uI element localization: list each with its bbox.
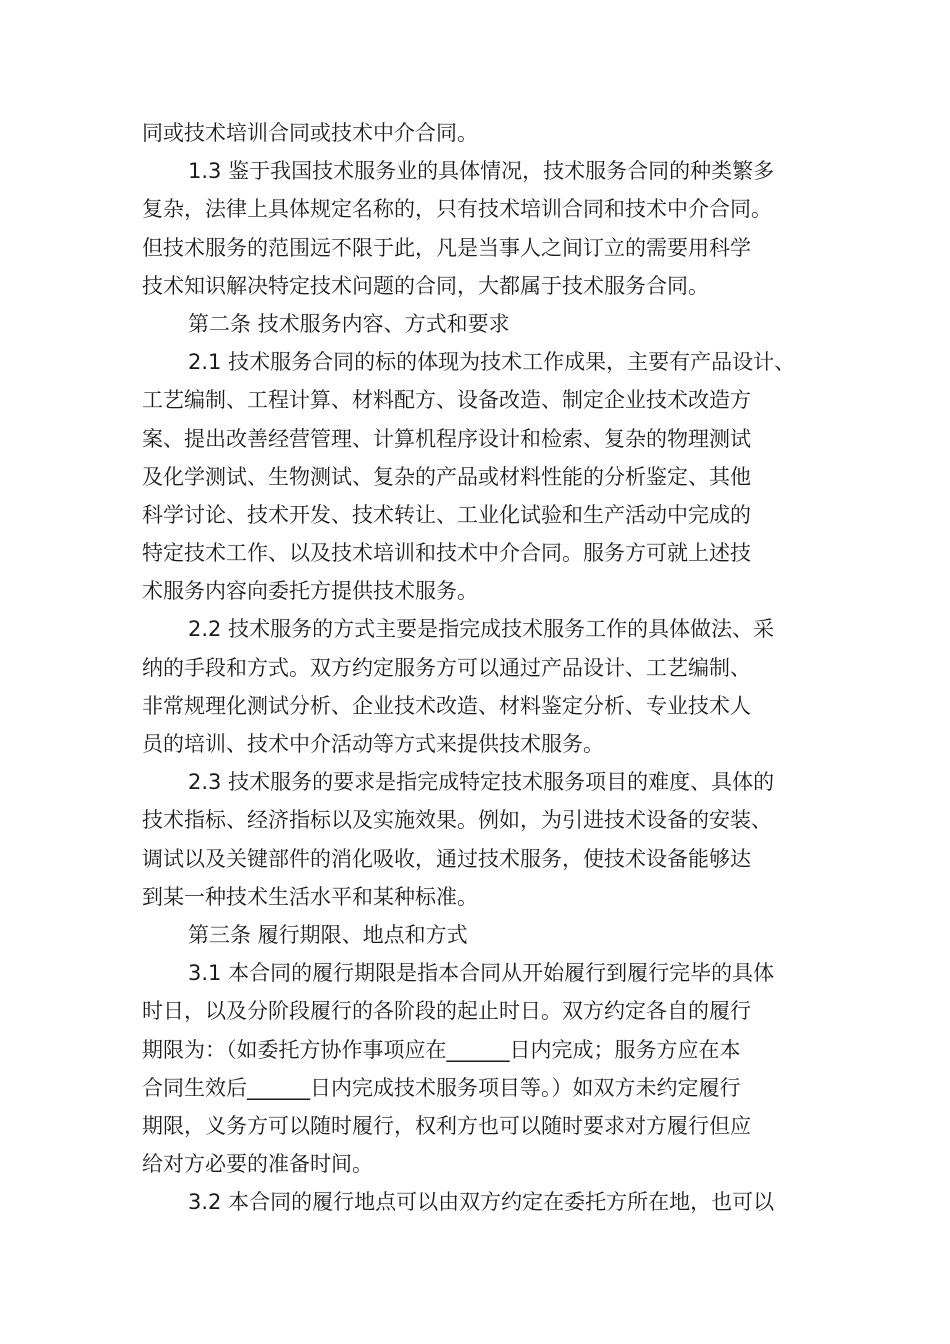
text-line: 但技术服务的范围远不限于此，凡是当事人之间订立的需要用科学 bbox=[142, 235, 751, 260]
text-line: 第二条 技术服务内容、方式和要求 bbox=[188, 311, 510, 336]
text-line: 2.1 技术服务合同的标的体现为技术工作成果，主要有产品设计、 bbox=[188, 350, 796, 375]
text-line: 期限为：（如委托方协作事项应在______日内完成；服务方应在本 bbox=[142, 1037, 741, 1062]
text-line: 非常规理化测试分析、企业技术改造、材料鉴定分析、专业技术人 bbox=[142, 693, 751, 718]
text-line: 科学讨论、技术开发、技术转让、工业化试验和生产活动中完成的 bbox=[142, 502, 751, 527]
text-line: 期限，义务方可以随时履行，权利方也可以随时要求对方履行但应 bbox=[142, 1113, 751, 1138]
text-line: 1.3 鉴于我国技术服务业的具体情况，技术服务合同的种类繁多 bbox=[188, 159, 775, 184]
text-line: 调试以及关键部件的消化吸收，通过技术服务，使技术设备能够达 bbox=[142, 846, 751, 871]
text-line: 2.3 技术服务的要求是指完成特定技术服务项目的难度、具体的 bbox=[188, 770, 775, 795]
contract-body-text bbox=[142, 114, 820, 1221]
text-line: 2.2 技术服务的方式主要是指完成技术服务工作的具体做法、采 bbox=[188, 617, 775, 642]
text-line: 术服务内容向委托方提供技术服务。 bbox=[142, 579, 478, 604]
text-line: 给对方必要的准备时间。 bbox=[142, 1152, 373, 1177]
text-line: 特定技术工作、以及技术培训和技术中介合同。服务方可就上述技 bbox=[142, 541, 751, 566]
text-line: 合同生效后______日内完成技术服务项目等。）如双方未约定履行 bbox=[142, 1075, 741, 1100]
text-line: 时日，以及分阶段履行的各阶段的起止时日。双方约定各自的履行 bbox=[142, 999, 751, 1024]
text-line: 同或技术培训合同或技术中介合同。 bbox=[142, 121, 478, 145]
text-line: 员的培训、技术中介活动等方式来提供技术服务。 bbox=[142, 732, 604, 756]
text-line: 技术知识解决特定技术问题的合同，大都属于技术服务合同。 bbox=[142, 273, 709, 298]
text-line: 工艺编制、工程计算、材料配方、设备改造、制定企业技术改造方 bbox=[142, 388, 751, 413]
text-line: 3.1 本合同的履行期限是指本合同从开始履行到履行完毕的具体 bbox=[188, 961, 775, 986]
text-line: 复杂，法律上具体规定名称的，只有技术培训合同和技术中介合同。 bbox=[142, 197, 772, 222]
text-line: 纳的手段和方式。双方约定服务方可以通过产品设计、工艺编制、 bbox=[142, 655, 751, 680]
text-line: 技术指标、经济指标以及实施效果。例如，为引进技术设备的安装、 bbox=[142, 808, 772, 833]
text-line: 第三条 履行期限、地点和方式 bbox=[188, 922, 468, 947]
text-line: 案、提出改善经营管理、计算机程序设计和检索、复杂的物理测试 bbox=[142, 426, 751, 451]
text-line: 及化学测试、生物测试、复杂的产品或材料性能的分析鉴定、其他 bbox=[142, 464, 751, 489]
text-line: 3.2 本合同的履行地点可以由双方约定在委托方所在地，也可以 bbox=[188, 1190, 775, 1215]
text-line: 到某一种技术生活水平和某种标准。 bbox=[142, 884, 478, 909]
